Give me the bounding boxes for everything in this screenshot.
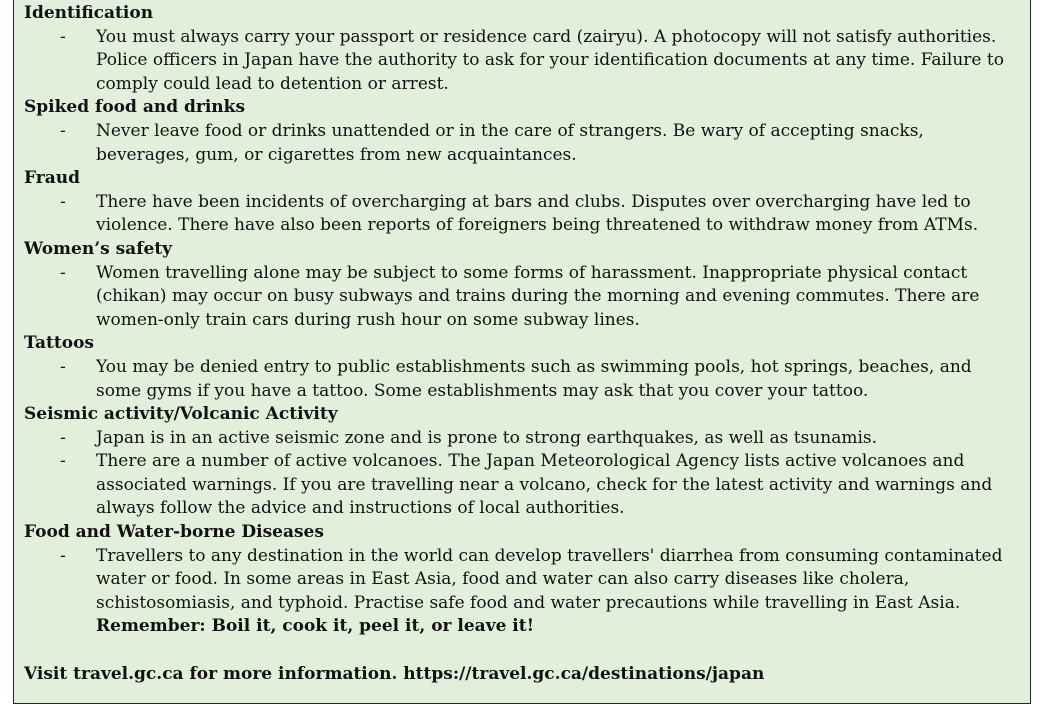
section-spiked-food — [24, 96, 1030, 167]
item-text: You must always carry your passport or residence card (zairyu). A photocopy will not satisfy authorities. Police officers in Japan have the authority to ask for your identification documents at any time. Failure to comply could lead to detention or arrest. — [96, 26, 1004, 94]
item-text: You may be denied entry to public establishments such as swimming pools, hot springs, beaches, and some gyms if you have a tattoo. Some establishments may ask that you cover your tattoo. — [96, 356, 972, 401]
bullet-dash: - — [60, 120, 66, 141]
item-text: Never leave food or drinks unattended or in the care of strangers. Be wary of accepting snacks, beverages, gum, or cigarettes from new acquaintances. — [96, 120, 924, 165]
section-heading: Fraud — [24, 168, 80, 189]
bullet-dash: - — [60, 262, 66, 283]
bullet-dash: - — [60, 26, 66, 47]
list-item — [24, 120, 1030, 167]
list-item — [24, 450, 1030, 521]
footer-more-info: Visit travel.gc.ca for more information. https://travel.gc.ca/destinations/japan — [24, 663, 765, 684]
bullet-dash: - — [60, 545, 66, 566]
section-food-water-diseases — [24, 521, 1030, 639]
bullet-dash: - — [60, 191, 66, 212]
item-text: There are a number of active volcanoes. The Japan Meteorological Agency lists active volcanoes and associated warnings. If you are travelling near a volcano, check for the latest activity and warnings and always follow the advice and instructions of local authorities. — [96, 451, 993, 519]
bullet-dash: - — [60, 427, 66, 448]
section-tattoos — [24, 332, 1030, 403]
list-item — [24, 356, 1030, 403]
section-heading: Spiked food and drinks — [24, 97, 246, 118]
item-text: There have been incidents of overcharging at bars and clubs. Disputes over overcharging have led to violence. There have also been reports of foreigners being threatened to withdraw money from ATMs. — [96, 191, 979, 236]
section-seismic-volcanic — [24, 403, 1030, 521]
travel-advisory-box — [13, 0, 1031, 704]
section-heading: Food and Water-borne Diseases — [24, 522, 324, 543]
section-heading: Women’s safety — [24, 238, 173, 259]
list-item — [24, 191, 1030, 238]
list-item — [24, 262, 1030, 333]
item-text: Women travelling alone may be subject to some forms of harassment. Inappropriate physical contact (chikan) may occur on busy subways and trains during the morning and evening commutes. There are women-only train cars during rush hour on some subway lines. — [96, 262, 980, 330]
section-heading: Tattoos — [24, 333, 94, 354]
section-womens-safety — [24, 238, 1030, 332]
list-item — [24, 427, 1030, 451]
remember-note: Remember: Boil it, cook it, peel it, or leave it! — [96, 616, 535, 637]
section-fraud — [24, 167, 1030, 238]
bullet-dash: - — [60, 451, 66, 472]
item-text: Travellers to any destination in the world can develop travellers' diarrhea from consuming contaminated water or food. In some areas in East Asia, food and water can also carry diseases like cholera, schistosomiasis, and typhoid. Practise safe food and water precautions while travelling in East Asia. — [96, 545, 1003, 613]
list-item — [24, 26, 1030, 97]
section-heading: Identification — [24, 3, 154, 23]
spacer — [24, 639, 1030, 663]
list-item — [24, 545, 1030, 616]
section-heading: Seismic activity/Volcanic Activity — [24, 404, 338, 425]
item-text: Japan is in an active seismic zone and is prone to strong earthquakes, as well as tsunamis. — [96, 427, 878, 448]
section-identification — [24, 2, 1030, 96]
bullet-dash: - — [60, 356, 66, 377]
